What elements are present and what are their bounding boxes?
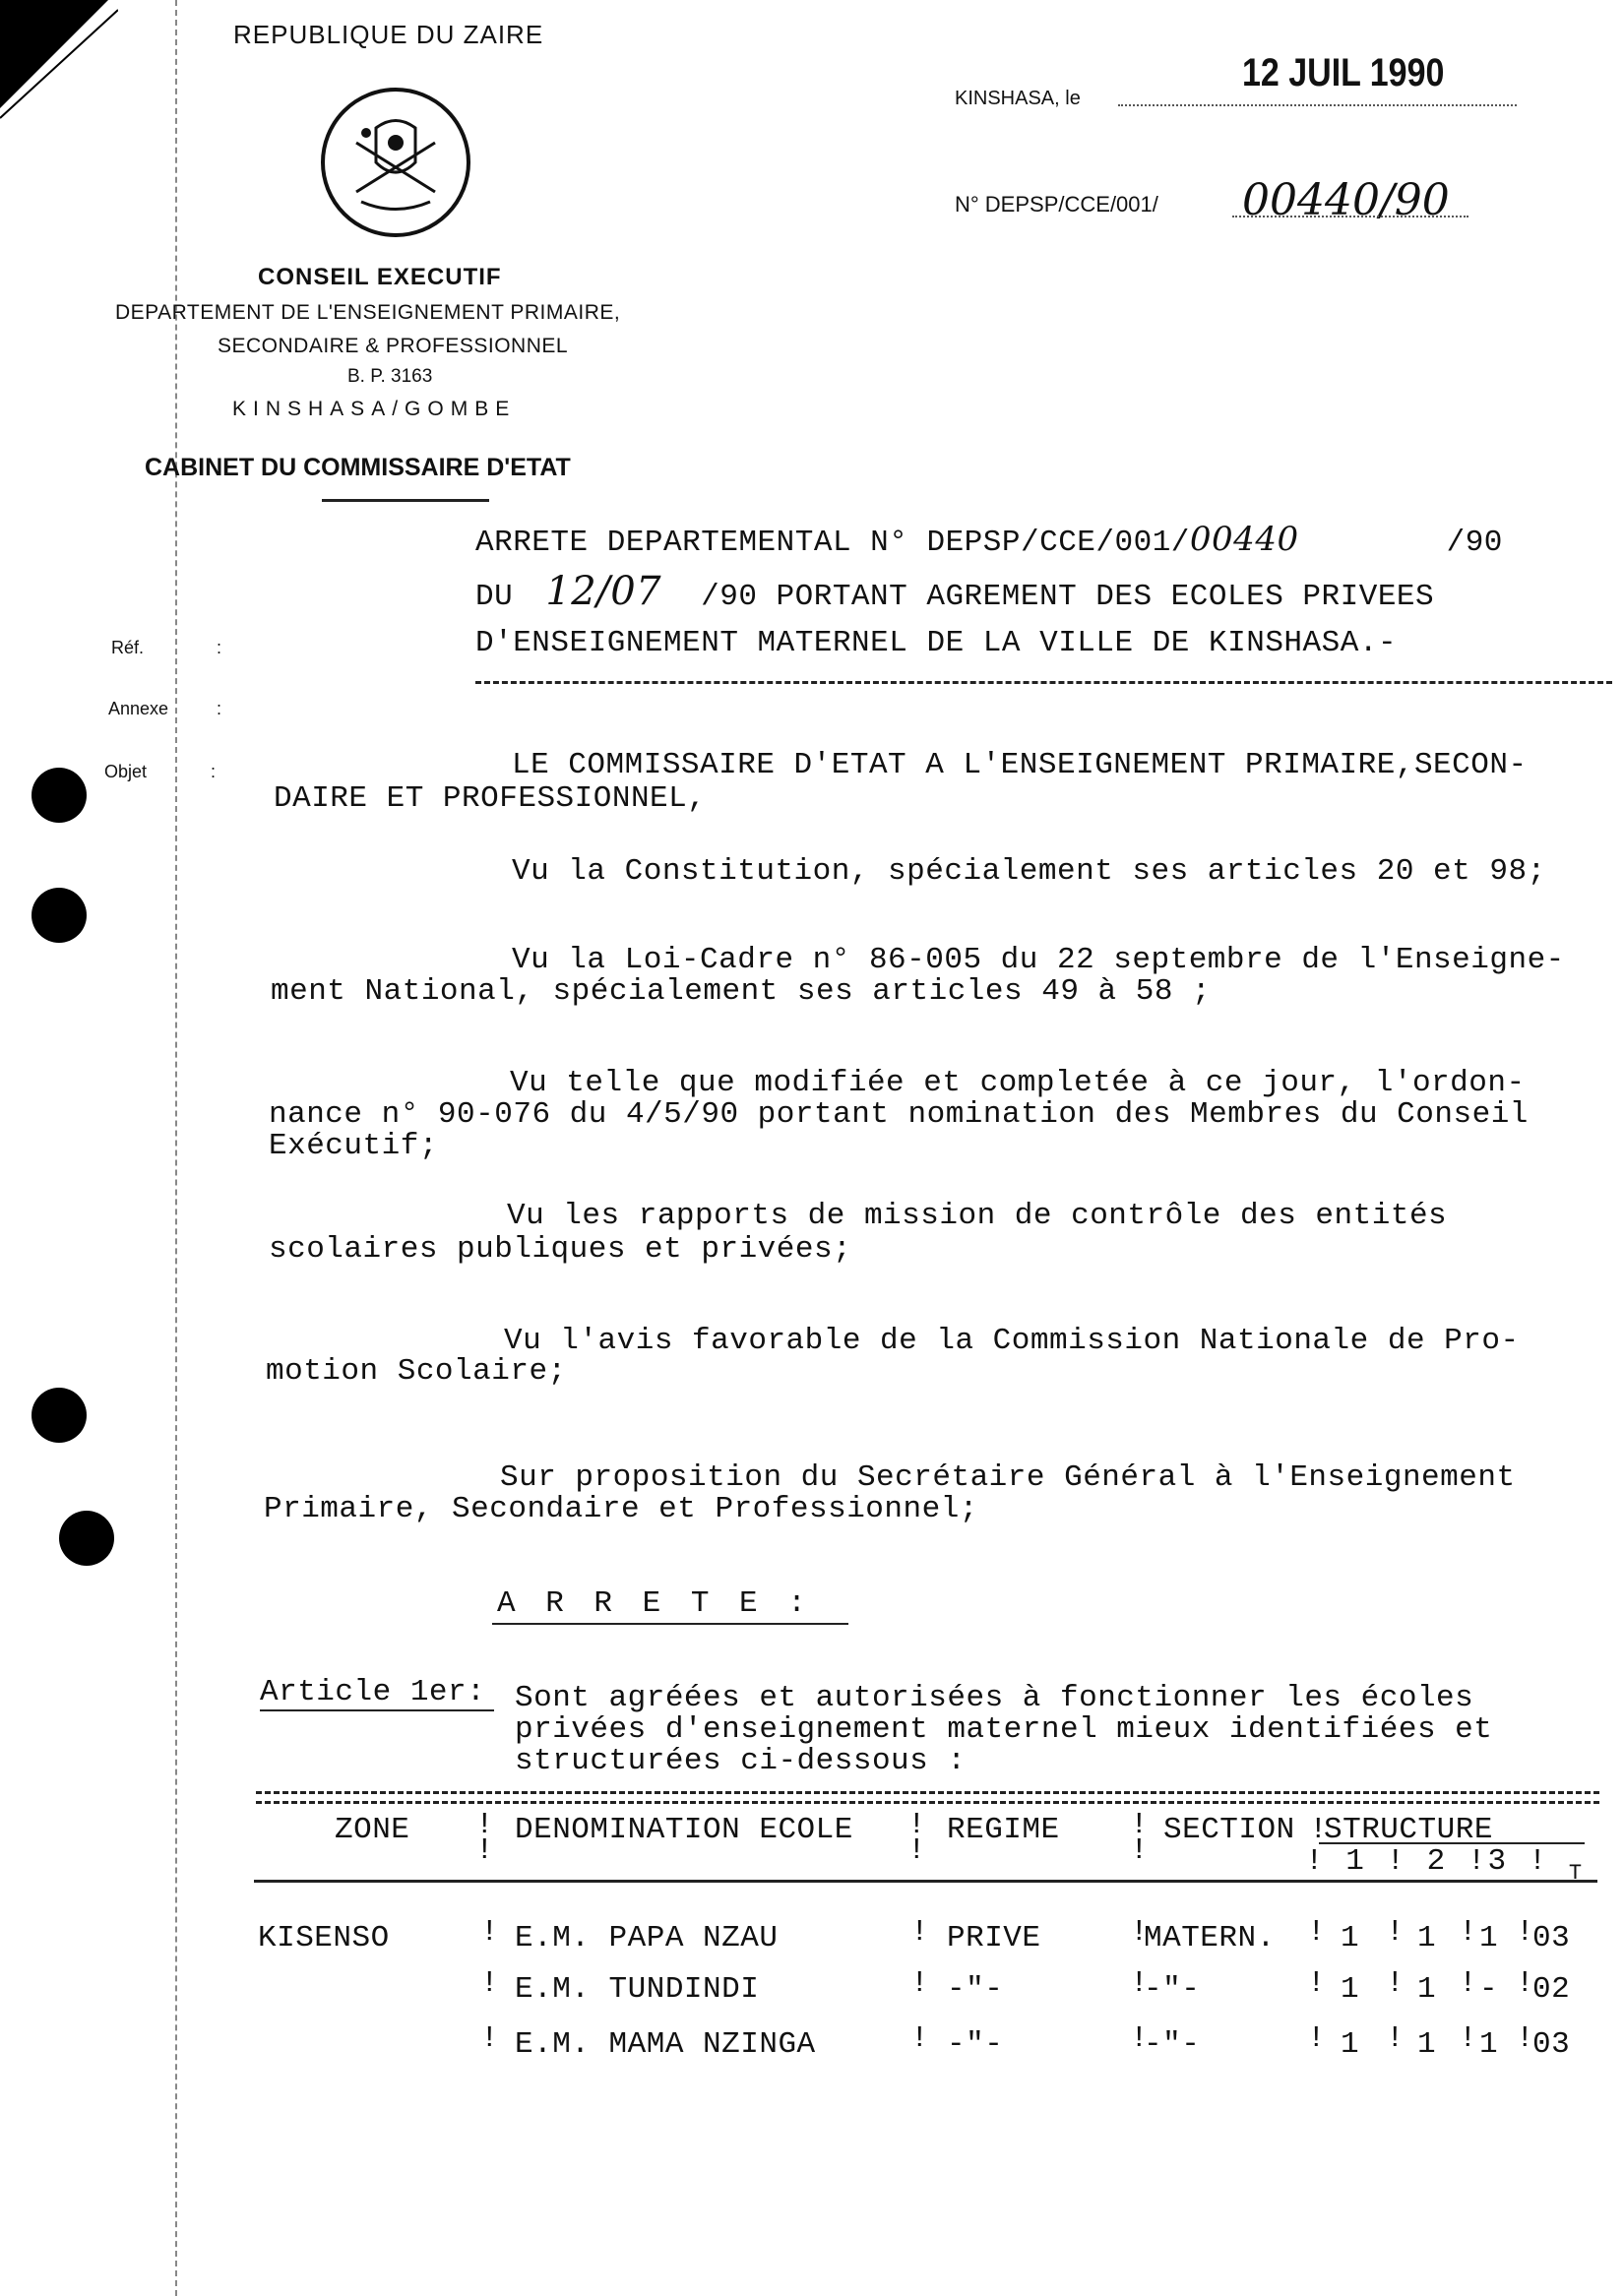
punch-hole (31, 768, 87, 823)
cell-zone: KISENSO (258, 1921, 390, 1955)
decree-number-handwritten: 00440 (1189, 520, 1299, 559)
header-denomination: DENOMINATION ECOLE (515, 1813, 853, 1847)
reference-label: N° DEPSP/CCE/001/ (955, 192, 1158, 217)
date-dotted-line (1118, 104, 1517, 106)
vu-avis-line-2: motion Scolaire; (266, 1354, 567, 1389)
republic-heading: REPUBLIQUE DU ZAIRE (233, 20, 544, 49)
cell-name: E.M. MAMA NZINGA (515, 2027, 816, 2062)
header-separator: ! (1309, 1813, 1329, 1847)
column-separator: ! (1516, 1966, 1535, 2001)
column-separator: ! (1386, 1966, 1405, 2001)
article-label: Article 1er: (260, 1675, 486, 1709)
header-section: SECTION (1163, 1813, 1295, 1847)
header-separator: ! ! (907, 1808, 927, 1868)
column-separator: ! (480, 1915, 500, 1950)
column-separator: ! (1459, 2021, 1478, 2056)
table-header-rule (254, 1880, 1597, 1883)
cell-name: E.M. PAPA NZAU (515, 1921, 779, 1955)
header-separator: ! ! (1130, 1808, 1150, 1868)
arrete-heading: A R R E T E : (497, 1586, 812, 1621)
column-separator: ! (1516, 2021, 1535, 2056)
city-gombe: KINSHASA/GOMBE (232, 398, 517, 420)
table-top-rule-1 (256, 1791, 1599, 1794)
cell-s1: 1 (1341, 2027, 1360, 2062)
cell-t: 03 (1532, 1921, 1571, 1955)
department-line-2: SECONDAIRE & PROFESSIONNEL (218, 335, 569, 357)
cell-section: -"- (1144, 1972, 1201, 2007)
punch-hole (59, 1511, 114, 1566)
column-separator: ! (910, 1966, 930, 2001)
cell-section: -"- (1144, 2027, 1201, 2062)
header-zone: ZONE (335, 1813, 410, 1847)
cell-s1: 1 (1341, 1972, 1360, 2007)
cabinet-underline (322, 499, 489, 502)
vu-rapports-line-1: Vu les rapports de mission de contrôle des entités (507, 1199, 1448, 1233)
column-separator: ! (1307, 1915, 1327, 1950)
council-heading: CONSEIL EXECUTIF (258, 264, 502, 290)
table-top-rule-2 (256, 1801, 1599, 1804)
article-line-2: privées d'enseignement maternel mieux identifiées et (515, 1712, 1493, 1747)
column-separator: ! (1459, 1915, 1478, 1950)
annexe-colon: : (217, 699, 222, 718)
decree-number-suffix: /90 (1446, 526, 1503, 560)
sur-proposition-line-2: Primaire, Secondaire et Professionnel; (264, 1492, 978, 1526)
arrete-underline (492, 1623, 848, 1625)
column-separator: ! (1386, 1915, 1405, 1950)
decree-date-handwritten: 12/07 (545, 569, 662, 614)
header-regime: REGIME (947, 1813, 1060, 1847)
po-box: B. P. 3163 (347, 366, 433, 387)
column-separator: ! (1130, 1915, 1150, 1950)
ref-label: Réf. (111, 638, 145, 657)
article-line-3: structurées ci-dessous : (515, 1744, 967, 1778)
column-separator: ! (1130, 2021, 1150, 2056)
cell-s1: 1 (1341, 1921, 1360, 1955)
decree-date-suffix: /90 PORTANT AGREMENT DES ECOLES PRIVEES (701, 580, 1435, 614)
objet-colon: : (211, 762, 217, 781)
date-stamp: 12 JUIL 1990 (1242, 51, 1445, 94)
cell-name: E.M. TUNDINDI (515, 1972, 760, 2007)
decree-title-line-2 (475, 569, 1434, 614)
decree-date-prefix: DU (475, 580, 514, 614)
article-line-1: Sont agréées et autorisées à fonctionner les écoles (515, 1681, 1474, 1715)
column-separator: ! (1516, 1915, 1535, 1950)
decree-title-line-3: D'ENSEIGNEMENT MATERNEL DE LA VILLE DE KINSHASA.- (475, 626, 1398, 660)
header-separator: ! ! (475, 1808, 495, 1868)
column-separator: ! (480, 1966, 500, 2001)
decree-number-prefix: ARRETE DEPARTEMENTAL N° DEPSP/CCE/001/ (475, 526, 1190, 560)
cell-t: 02 (1532, 1972, 1571, 2007)
reference-dotted-line (1232, 216, 1468, 217)
intro-line-2: DAIRE ET PROFESSIONNEL, (274, 781, 707, 816)
cell-s2: 1 (1417, 2027, 1437, 2062)
column-separator: ! (480, 2021, 500, 2056)
vu-rapports-line-2: scolaires publiques et privées; (269, 1232, 852, 1267)
cell-t: 03 (1532, 2027, 1571, 2062)
cell-s2: 1 (1417, 1972, 1437, 2007)
cabinet-heading: CABINET DU COMMISSAIRE D'ETAT (145, 454, 571, 481)
cell-s3: 1 (1479, 2027, 1499, 2062)
ref-colon: : (217, 638, 222, 657)
cell-regime: -"- (947, 2027, 1004, 2062)
cell-regime: -"- (947, 1972, 1004, 2007)
punch-hole (31, 888, 87, 943)
title-divider (475, 681, 1612, 684)
vu-ordonnance-line-1: Vu telle que modifiée et completée à ce jour, l'ordon- (510, 1066, 1526, 1100)
column-separator: ! (910, 2021, 930, 2056)
annexe-label: Annexe (108, 699, 169, 718)
reference-handwritten: 00440/90 (1242, 175, 1450, 225)
vu-ordonnance-line-2: nance n° 90-076 du 4/5/90 portant nomination des Membres du Conseil (269, 1097, 1529, 1132)
objet-label: Objet (104, 762, 148, 781)
binder-margin-line (175, 0, 177, 2296)
punch-hole (31, 1388, 87, 1443)
department-line-1: DEPARTEMENT DE L'ENSEIGNEMENT PRIMAIRE, (115, 301, 621, 324)
cell-regime: PRIVE (947, 1921, 1041, 1955)
vu-loi-cadre-line-2: ment National, spécialement ses articles 49 à 58 ; (271, 974, 1212, 1009)
place-date-label: KINSHASA, le (955, 88, 1081, 109)
column-separator: ! (1459, 1966, 1478, 2001)
column-separator: ! (910, 1915, 930, 1950)
cell-section: MATERN. (1144, 1921, 1276, 1955)
column-separator: ! (1386, 2021, 1405, 2056)
cell-s3: - (1479, 1972, 1499, 2007)
article-underline (260, 1709, 494, 1711)
sur-proposition-line-1: Sur proposition du Secrétaire Général à l'Enseignement (500, 1460, 1516, 1495)
vu-loi-cadre-line-1: Vu la Loi-Cadre n° 86-005 du 22 septembre de l'Enseigne- (512, 943, 1565, 977)
cell-s3: 1 (1479, 1921, 1499, 1955)
column-separator: ! (1307, 1966, 1327, 2001)
coat-of-arms-seal (317, 84, 474, 246)
vu-ordonnance-line-3: Exécutif; (269, 1129, 438, 1163)
column-separator: ! (1307, 2021, 1327, 2056)
vu-avis-line-1: Vu l'avis favorable de la Commission Nationale de Pro- (504, 1324, 1520, 1358)
intro-line-1: LE COMMISSAIRE D'ETAT A L'ENSEIGNEMENT PRIMAIRE,SECON- (512, 748, 1528, 782)
corner-fold-mark (0, 0, 118, 148)
decree-title-line-1 (475, 520, 1503, 560)
cell-s2: 1 (1417, 1921, 1437, 1955)
header-structure: STRUCTURE (1324, 1813, 1493, 1847)
column-separator: ! (1130, 1966, 1150, 2001)
structure-underline (1319, 1842, 1585, 1844)
vu-constitution: Vu la Constitution, spécialement ses articles 20 et 98; (512, 854, 1546, 889)
header-structure-subcolumns: ! 1 ! 2 !3 ! $_T$ (1305, 1844, 1585, 1886)
